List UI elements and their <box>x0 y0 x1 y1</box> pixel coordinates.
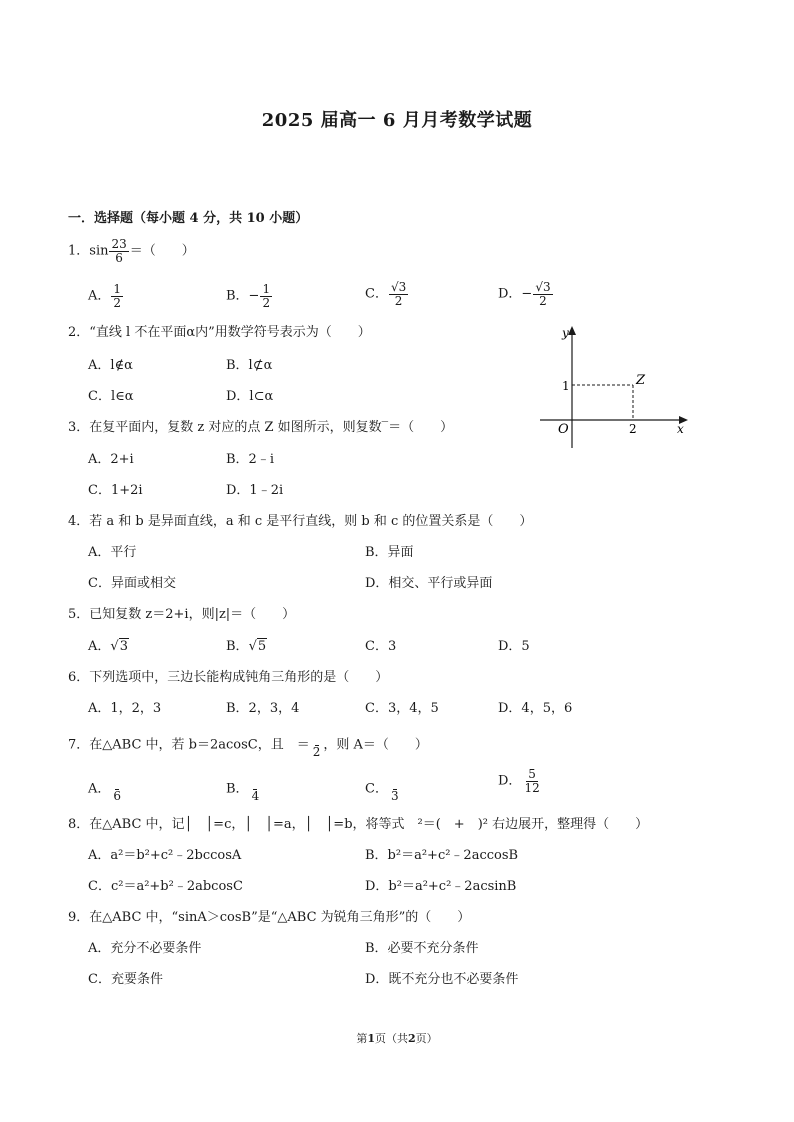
footer-text: 第 <box>356 1032 368 1045</box>
question-2: 2．“直线 l 不在平面α内”用数学符号表示为（ ） <box>68 325 371 340</box>
page-footer <box>0 1030 794 1046</box>
section-heading: 一．选择题（每小题 4 分，共 10 小题） <box>68 211 309 226</box>
fraction-numerator: √3 <box>390 280 407 294</box>
fraction-numerator <box>393 776 397 790</box>
question-8: 8．在△ABC 中，记│ │=c，│ │=a，│ │=b，将等式 ²＝( + )² 右边展开，整理得（ ） <box>68 817 649 832</box>
q7-option-c <box>365 776 402 802</box>
fraction-denominator: 2 <box>113 295 122 310</box>
question-1-suffix: ＝（ ） <box>129 243 195 259</box>
q1-option-c <box>365 281 409 307</box>
fraction-denominator: 3 <box>390 788 399 803</box>
x-tick-label: 2 <box>629 422 637 436</box>
square-root: √3 <box>110 639 128 654</box>
question-4: 4．若 a 和 b 是异面直线，a 和 c 是平行直线，则 b 和 c 的位置关系是（ ） <box>68 514 533 529</box>
question-1 <box>68 238 195 264</box>
option-label: A． <box>88 781 111 797</box>
fraction-denominator: 12 <box>524 780 540 795</box>
option-fraction <box>250 776 262 802</box>
q7-option-d <box>498 768 543 794</box>
fraction-denominator: 2 <box>394 293 403 308</box>
q3-option-b: B．2﹣i <box>226 452 274 467</box>
q1-option-b <box>226 283 273 309</box>
q8-option-d: D．b²＝a²+c²﹣2acsinB <box>365 879 517 894</box>
option-label: C． <box>365 781 388 797</box>
footer-text: 页） <box>415 1032 438 1045</box>
q5-option-b <box>226 635 267 654</box>
option-label: C． <box>365 286 388 302</box>
question-3: 3．在复平面内，复数 z 对应的点 Z 如图所示，则复数‾＝（ ） <box>68 420 454 435</box>
option-fraction <box>111 283 123 309</box>
q5-option-c: C．3 <box>365 639 397 654</box>
q6-option-d: D．4，5，6 <box>498 701 573 716</box>
q6-option-c: C．3，4，5 <box>365 701 439 716</box>
question-6: 6．下列选项中，三边长能构成钝角三角形的是（ ） <box>68 670 389 685</box>
fraction-denominator: 2 <box>262 295 271 310</box>
q4-option-c: C．异面或相交 <box>88 576 176 591</box>
q6-option-a: A．1，2，3 <box>88 701 162 716</box>
page-title: 2025 届高一 6 月月考数学试题 <box>261 110 533 131</box>
question-7-stem-end: ，则 A＝（ ） <box>323 737 428 753</box>
point-z-label: Z <box>636 373 646 388</box>
fraction-numerator <box>115 776 119 790</box>
question-9: 9．在△ABC 中，“sinA＞cosB”是“△ABC 为锐角三角形”的（ ） <box>68 910 471 925</box>
radicand: 5 <box>257 639 267 654</box>
q7-option-a <box>88 776 124 802</box>
option-fraction <box>389 776 401 802</box>
question-1-fraction <box>109 238 128 264</box>
option-fraction <box>522 768 541 794</box>
option-fraction <box>111 776 123 802</box>
q8-option-b: B．b²＝a²+c²﹣2accosB <box>365 848 519 863</box>
q2-option-c: C．l∈α <box>88 389 134 404</box>
option-fraction <box>389 281 408 307</box>
q5-option-a <box>88 635 129 654</box>
q3-option-d: D．1﹣2i <box>226 483 284 498</box>
complex-plane-graph <box>536 322 692 454</box>
option-label: A． <box>88 639 111 654</box>
x-axis-label: x <box>677 422 684 436</box>
fraction-denominator: 4 <box>251 788 260 803</box>
option-label: D． <box>498 773 522 789</box>
question-7-stem-start: 7．在△ABC 中，若 b＝2acosC，且 ＝ <box>68 737 310 753</box>
q4-option-a: A．平行 <box>88 545 137 560</box>
footer-text: 页（共 <box>375 1032 408 1045</box>
fraction-denominator: 6 <box>113 788 122 803</box>
q1-option-d <box>498 281 554 307</box>
q1-option-a <box>88 283 124 309</box>
q2-option-a: A．l∉α <box>88 358 133 373</box>
fraction-denominator: 2 <box>312 744 321 759</box>
option-fraction <box>260 283 272 309</box>
y-axis-label: y <box>562 326 569 340</box>
fraction-numerator: √3 <box>535 280 551 294</box>
q2-option-d: D．l⊂α <box>226 389 274 404</box>
q3-option-c: C．1+2i <box>88 483 143 498</box>
option-label: B．− <box>226 288 260 304</box>
fraction-numerator: 1 <box>262 282 271 296</box>
q2-option-b: B．l⊄α <box>226 358 273 373</box>
page-number: 1 <box>367 1032 375 1045</box>
q6-option-b: B．2，3，4 <box>226 701 300 716</box>
y-tick-label: 1 <box>562 379 570 393</box>
q9-option-b: B．必要不充分条件 <box>365 941 479 956</box>
question-1-prefix: 1．sin <box>68 243 109 259</box>
q9-option-c: C．充要条件 <box>88 972 163 987</box>
q7-option-b <box>226 776 262 802</box>
q8-option-c: C．c²＝a²+b²﹣2abcosC <box>88 879 243 894</box>
option-label: A． <box>88 288 111 304</box>
fraction-denominator: 2 <box>539 293 547 308</box>
fraction-denominator: 6 <box>115 250 123 265</box>
total-pages: 2 <box>408 1032 416 1045</box>
q5-option-d: D．5 <box>498 639 530 654</box>
fraction-numerator: 23 <box>111 237 127 251</box>
y-axis-arrow <box>568 326 576 335</box>
q9-option-d: D．既不充分也不必要条件 <box>365 972 519 987</box>
q4-option-d: D．相交、平行或异面 <box>365 576 493 591</box>
fraction-numerator <box>315 732 319 746</box>
question-7 <box>68 732 428 758</box>
option-label: D．− <box>498 286 533 302</box>
radicand: 3 <box>119 639 128 654</box>
origin-label: O <box>558 422 569 437</box>
question-7-fraction <box>311 732 323 758</box>
square-root: √5 <box>248 639 267 654</box>
q3-option-a: A．2+i <box>88 452 134 467</box>
q8-option-a: A．a²＝b²+c²﹣2bccosA <box>88 848 242 863</box>
fraction-numerator: 1 <box>113 282 122 296</box>
option-label: B． <box>226 781 249 797</box>
option-fraction <box>533 281 552 307</box>
q4-option-b: B．异面 <box>365 545 414 560</box>
fraction-numerator: 5 <box>528 767 536 781</box>
option-label: B． <box>226 639 249 654</box>
q9-option-a: A．充分不必要条件 <box>88 941 202 956</box>
question-5: 5．已知复数 z＝2+i，则|z|＝（ ） <box>68 607 296 622</box>
fraction-numerator <box>253 776 257 790</box>
